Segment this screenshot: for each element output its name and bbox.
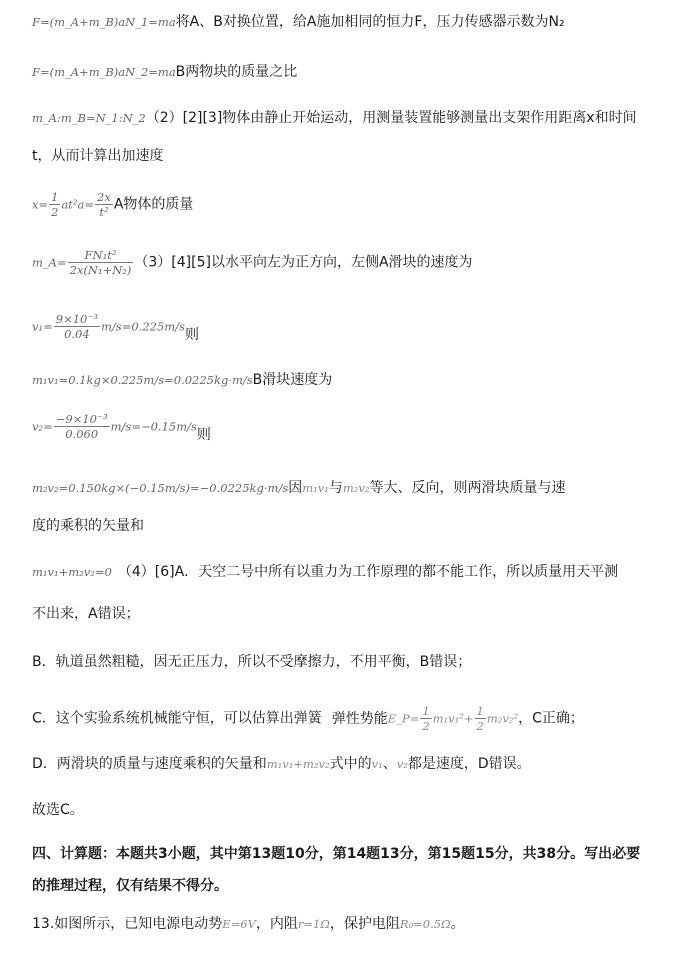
formula: m₁v₁ [302,481,329,495]
text: 弹性势能 [331,710,388,727]
formula: R₀=0.5Ω [399,917,451,931]
formula: m₁v₁+m₂v₂=0 [32,565,112,579]
line-6 [32,248,674,277]
text: 的推理过程，仅有结果不得分。 [32,878,228,894]
formula: x= [32,197,49,212]
text: （3）[4][5]以水平向左为正方向，左侧A滑块的速度为 [134,254,473,271]
text: 将A、B对换位置，给A施加相同的恒力F，压力传感器示数为N₂ [175,14,565,30]
formula: m/s=−0.15m/s [110,419,197,434]
line-9 [32,412,674,441]
text: C．这个实验系统机械能守恒，可以估算出弹簧 [32,710,322,727]
formula: m₂v₂=0.150kg×(−0.15m/s)=−0.0225kg·m/s [32,481,289,495]
line-16 [32,754,674,774]
text: D．两滑块的质量与速度乘积的矢量和 [32,756,267,772]
section-heading [32,844,674,864]
formula: v₁ [371,757,383,771]
line-2 [32,62,674,82]
text: B滑块速度为 [252,372,333,388]
fraction: $\frac{1}{2}$ [476,704,484,733]
formula: v₁= [32,319,53,334]
formula: m₂v₂ [342,481,370,495]
line-8 [32,370,674,390]
text: B．轨道虽然粗糙，因无正压力，所以不受摩擦力，不用平衡，B错误； [32,654,472,670]
line-17 [32,800,674,820]
text: （2）[2][3]物体由静止开始运动，用测量装置能够测量出支架作用距离x和时间 [145,110,637,126]
formula: at²a= [61,197,95,212]
text: 度的乘积的矢量和 [32,518,144,534]
line-12 [32,562,674,582]
line-5 [32,190,674,219]
text: 13.如图所示，已知电源电动势 [32,916,223,932]
text: 则 [184,326,199,343]
text: ，保护电阻 [329,916,400,932]
formula: m₁v₁+m₂v₂ [266,757,330,771]
text: 四、计算题：本题共3小题，其中第13题10分，第14题13分，第15题15分，共38分。写出必要 [32,846,641,862]
formula: m₂v₂² [486,711,519,726]
formula: v₂ [396,757,408,771]
line-7 [32,312,674,341]
line-15 [32,704,674,733]
line-14 [32,652,674,672]
text: B两物块的质量之比 [175,64,298,80]
text: 式中的 [329,756,372,772]
fraction: $\frac{\text{FN₁t²}}{\text{2x(N₁+N₂)}}$ [69,248,132,277]
text: t，从而计算出加速度 [32,148,164,164]
text: 都是速度，D错误。 [407,756,531,772]
line-13 [32,604,674,624]
text: A物体的质量 [113,196,194,213]
formula: F=(m_A+m_B)aN_1=ma [32,15,176,29]
fraction: $\frac{1}{2}$ [51,190,59,219]
text: ，内阻 [255,916,298,932]
formula: m₁v₁=0.1kg×0.225m/s=0.0225kg·m/s [32,373,253,387]
fraction: $\frac{2x}{\text{t²}}$ [97,190,111,219]
text: 则 [196,426,211,443]
text: 不出来，A错误； [32,606,140,622]
text: 与 [328,480,343,496]
text: （4）[6]A．天空二号中所有以重力为工作原理的都不能工作，所以质量用天平测 [117,564,619,580]
fraction: $\frac{1}{2}$ [422,704,430,733]
formula: F=(m_A+m_B)aN_2=ma [32,65,176,79]
formula: m₁v₁²+ [432,711,474,726]
text: ，C正确； [518,710,584,727]
formula: r=1Ω [297,917,330,931]
text: 等大、反向，则两滑块质量与速 [369,480,566,496]
text: 。 [450,916,465,932]
formula: m_A= [32,255,67,270]
formula: E=6V [222,917,256,931]
line-4 [32,146,674,166]
formula: m_A:m_B=N_1:N_2 [32,111,146,125]
formula: m/s=0.225m/s [101,319,185,334]
text: 、 [382,756,397,772]
line-3 [32,108,674,128]
question-13 [32,914,674,934]
text: 因 [288,480,303,496]
line-11 [32,516,674,536]
fraction: $\frac{\text{−9×10⁻³}}{0.060}$ [55,412,108,441]
line-10 [32,478,674,498]
formula: v₂= [32,419,53,434]
section-heading-continued [32,876,674,896]
text: 故选C。 [32,802,84,818]
formula: E_P= [387,711,420,726]
fraction: $\frac{\text{9×10⁻³}}{0.04}$ [55,312,99,341]
line-1 [32,12,674,32]
